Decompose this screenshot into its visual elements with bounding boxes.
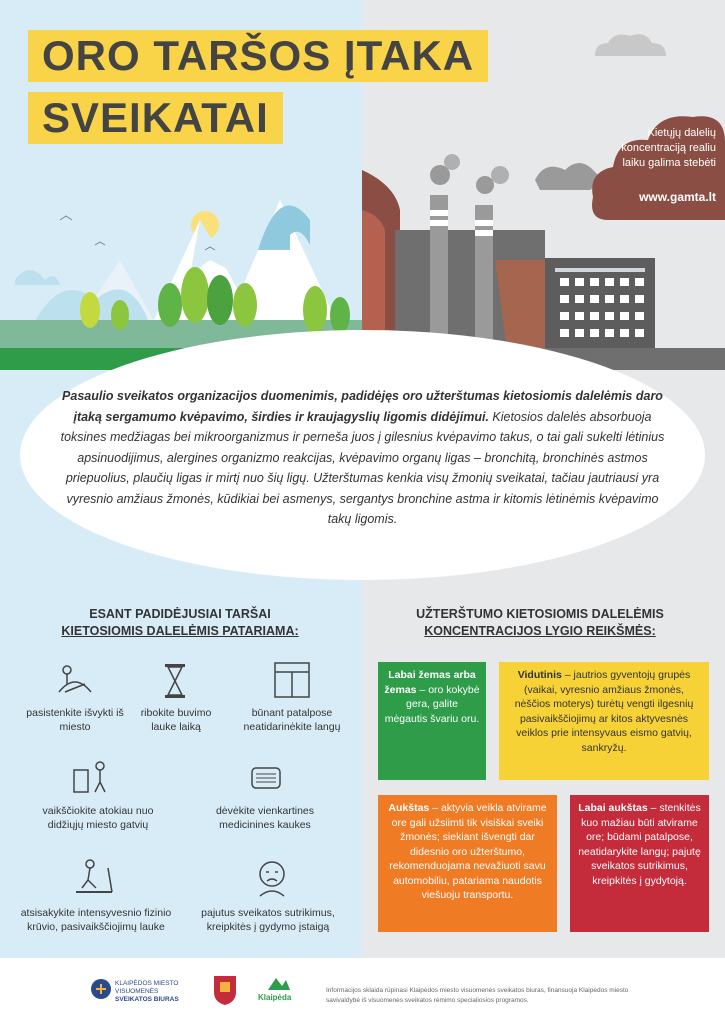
logo-line1: KLAIPĖDOS MIESTO — [115, 980, 179, 987]
level-moderate — [499, 662, 709, 780]
klaipeda-logo-text: Klaipėda — [258, 993, 292, 1002]
tip-seek-care: pajutus sveikatos sutrikimus, kreipkitės į gydymo įstaigą — [201, 907, 335, 933]
health-bureau-logo-text — [115, 980, 205, 1004]
tip-mask: dėvėkite vienkartines medicinines kaukes — [215, 805, 315, 831]
logo-line3: SVEIKATOS BIURAS — [115, 996, 179, 1003]
window-icon — [272, 660, 312, 700]
tips-title-line1: ESANT PADIDĖJUSIAI TARŠAI — [89, 607, 271, 621]
page-title-line2: SVEIKATAI — [28, 92, 283, 144]
gamta-link[interactable]: www.gamta.lt — [639, 190, 716, 204]
tip-walk-away: vaikščiokite atokiau nuo didžiųjų miesto gatvių — [42, 805, 154, 831]
treadmill-icon — [72, 858, 116, 898]
road-trip-icon — [55, 662, 95, 698]
intro-text: Kietosios dalelės absorbuoja toksines medžiagas bei mikroorganizmus ir perneša juos į gilesnius kvėpavimo takus, o tai gali sukelti lėtinius apsinuodijimus, alergines organizmo reakcijas, kvėpavimo organų ligas – bronchitą, bronchinės astmos priepuolius, plaučių ligas ir mirtį nuo šių ligų. Užterštumas kenkia visų žmonių sveikatai, tačiau jautriausi yra vyresnio amžiaus žmonės, kūdikiai bei asmenys, sergantys bronchine astma ir kitomis lėtinėmis kvėpavimo takų ligomis. — [60, 409, 665, 526]
hourglass-icon — [160, 662, 190, 700]
footer-note: Informacijos sklaida rūpinasi Klaipėdos miesto visuomenės sveikatos biuras, finansuoja Klaipėdos miesto savivaldybė iš visuomenės sveikatos rėmimo specialiosios programos. — [326, 987, 629, 1004]
level-very-low — [378, 662, 486, 780]
intro-bold-text: Pasaulio sveikatos organizacijos duomenimis, padidėjęs oro užterštumas kietosiomis dalelėmis daro įtaką sergamumo kvėpavimo, širdies ir kraujagyslių ligomis didėjimui. — [62, 389, 663, 424]
level-desc: – aktyvia veikla atvirame ore gali užsiimti tik visiškai sveiki žmonės; siekiant išvengti dar didesnio oro užterštumo, rekomenduojama nevažiuoti savu automobiliu, patariama naudotis viešuoju transportu. — [389, 802, 547, 901]
level-high — [378, 795, 557, 932]
intro-paragraph — [60, 386, 665, 530]
level-desc: – jautrios gyventojų grupės (vaikai, vyresnio amžiaus žmonės, nėščios moterys) turėtų vengti ilgesnių pasivaikščiojimų ar kitos aktyvesnės veiklos prie intensyvaus eismo gatvių, sankryžų. — [514, 669, 694, 754]
tip-limit-time: ribokite buvimo lauke laiką — [140, 707, 212, 733]
tips-section-title — [30, 606, 330, 640]
page-title-line1: ORO TARŠOS ĮTAKA — [28, 30, 488, 82]
info-cloud-text: Kietųjų dalelių koncentraciją realiu laiku galima stebėti — [621, 127, 716, 169]
levels-title-line2: KONCENTRACIJOS LYGIO REIKŠMĖS: — [424, 624, 656, 638]
city-walk-icon — [70, 756, 114, 796]
level-name: Aukštas — [388, 802, 430, 814]
tip-windows: būnant patalpose neatidarinėkite langų — [243, 707, 341, 733]
tips-title-line2: KIETOSIOMIS DALELĖMIS PATARIAMA: — [61, 624, 299, 638]
levels-title-line1: UŽTERŠTUMO KIETOSIOMIS DALELĖMIS — [416, 607, 664, 621]
level-desc: – oro kokybė gera, galite mėgautis švariu oru. — [384, 683, 480, 725]
klaipeda-logo-icon — [266, 974, 292, 992]
levels-section-title — [375, 606, 705, 640]
level-name: Vidutinis — [517, 669, 562, 681]
face-mask-icon — [246, 764, 286, 792]
level-name: Labai aukštas — [578, 802, 648, 814]
logo-line2: VISUOMENĖS — [115, 988, 159, 995]
health-bureau-logo-icon — [90, 978, 112, 1000]
city-coat-of-arms-icon — [212, 974, 238, 1006]
tip-leave-city: pasistenkite išvykti iš miesto — [26, 707, 124, 733]
grey-cloud-icon — [590, 28, 670, 58]
sick-person-icon — [252, 856, 292, 898]
tip-avoid-exercise: atsisakykite intensyvesnio fizinio krūvio, pasivaikščiojimų lauke — [20, 907, 172, 933]
level-desc: – stenkitės kuo mažiau būti atvirame ore; būdami patalpose, neatidarykite langų; pajutę sveikatos sutrikimus, kreipkitės į gydytoją. — [578, 802, 701, 887]
level-very-high — [570, 795, 709, 932]
level-name: Labai žemas arba žemas — [384, 669, 476, 696]
